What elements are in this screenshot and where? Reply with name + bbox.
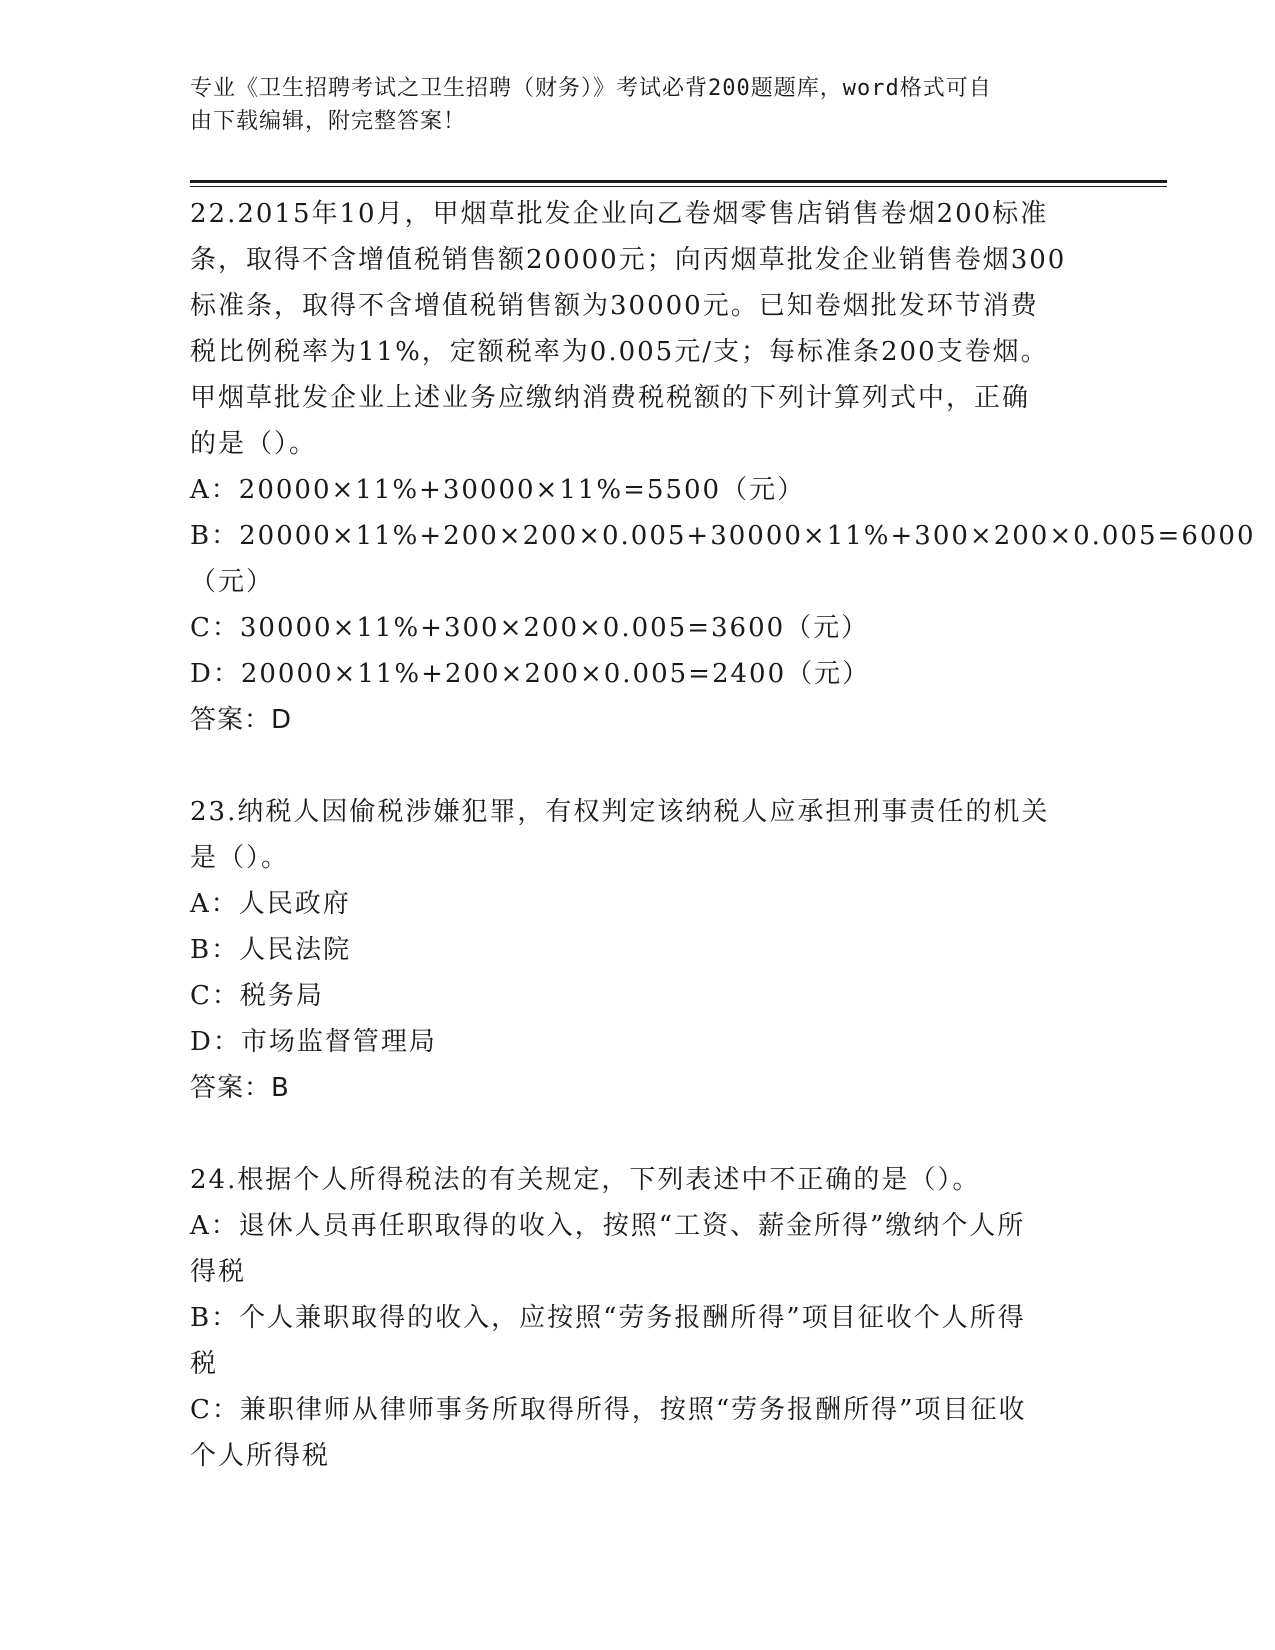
question-stem-line: 的是（）。 — [190, 429, 318, 459]
option-c — [190, 973, 1100, 1019]
question-22 — [190, 191, 1256, 743]
option-d — [190, 1019, 1100, 1065]
option-line: B：20000×11%+200×200×0.005+30000×11%+300×200×0.005=6000 — [190, 521, 1256, 551]
option-c — [190, 605, 1100, 651]
option-line: B：人民法院 — [190, 935, 352, 965]
question-gap — [190, 1111, 1100, 1157]
option-line: A：退休人员再任职取得的收入，按照“工资、薪金所得”缴纳个人所 — [190, 1211, 1026, 1241]
header-line-1: 专业《卫生招聘考试之卫生招聘（财务）》考试必背200题题库，word格式可自 — [190, 76, 992, 101]
question-stem-line: 标准条，取得不含增值税销售额为30000元。已知卷烟批发环节消费 — [190, 291, 1039, 321]
option-b — [190, 1295, 1100, 1387]
option-line: C：兼职律师从律师事务所取得所得，按照“劳务报酬所得”项目征收 — [190, 1395, 1027, 1425]
option-d — [190, 651, 1100, 697]
question-stem-line: 是（）。 — [190, 843, 290, 873]
question-stem-line: 甲烟草批发企业上述业务应缴纳消费税税额的下列计算列式中，正确 — [190, 383, 1031, 413]
option-line: 个人所得税 — [190, 1441, 331, 1471]
option-a — [190, 467, 1100, 513]
option-line: C：30000×11%+300×200×0.005=3600（元） — [190, 613, 870, 643]
option-b — [190, 513, 1256, 605]
option-line: C：税务局 — [190, 981, 324, 1011]
question-stem-line: 条，取得不含增值税销售额20000元；向丙烟草批发企业销售卷烟300 — [190, 245, 1067, 275]
document-header — [190, 72, 1090, 138]
option-line: A：人民政府 — [190, 889, 351, 919]
question-stem-line: 22.2015年10月，甲烟草批发企业向乙卷烟零售店销售卷烟200标准 — [190, 199, 1049, 229]
option-line: （元） — [190, 567, 275, 597]
option-line: D：20000×11%+200×200×0.005=2400（元） — [190, 659, 871, 689]
option-line: 税 — [190, 1349, 219, 1379]
option-line: A：20000×11%+30000×11%=5500（元） — [190, 475, 806, 505]
question-24 — [190, 1157, 1100, 1479]
option-line: 得税 — [190, 1257, 247, 1287]
question-gap — [190, 743, 1100, 789]
option-c — [190, 1387, 1100, 1479]
option-a — [190, 1203, 1100, 1295]
option-a — [190, 881, 1100, 927]
answer-label: 答案：D — [190, 705, 293, 735]
question-stem-line: 24.根据个人所得税法的有关规定，下列表述中不正确的是（）。 — [190, 1165, 981, 1195]
option-b — [190, 927, 1100, 973]
header-divider-thick — [190, 180, 1167, 183]
option-line: B：个人兼职取得的收入，应按照“劳务报酬所得”项目征收个人所得 — [190, 1303, 1026, 1333]
question-stem-line: 23.纳税人因偷税涉嫌犯罪，有权判定该纳税人应承担刑事责任的机关 — [190, 797, 1050, 827]
question-list — [190, 191, 1256, 1479]
header-divider-thin — [190, 186, 1167, 187]
option-line: D：市场监督管理局 — [190, 1027, 437, 1057]
question-stem-line: 税比例税率为11%，定额税率为0.005元/支；每标准条200支卷烟。 — [190, 337, 1049, 367]
answer-label: 答案：B — [190, 1073, 290, 1103]
header-line-2: 由下载编辑，附完整答案！ — [190, 109, 467, 134]
question-23 — [190, 789, 1100, 1111]
